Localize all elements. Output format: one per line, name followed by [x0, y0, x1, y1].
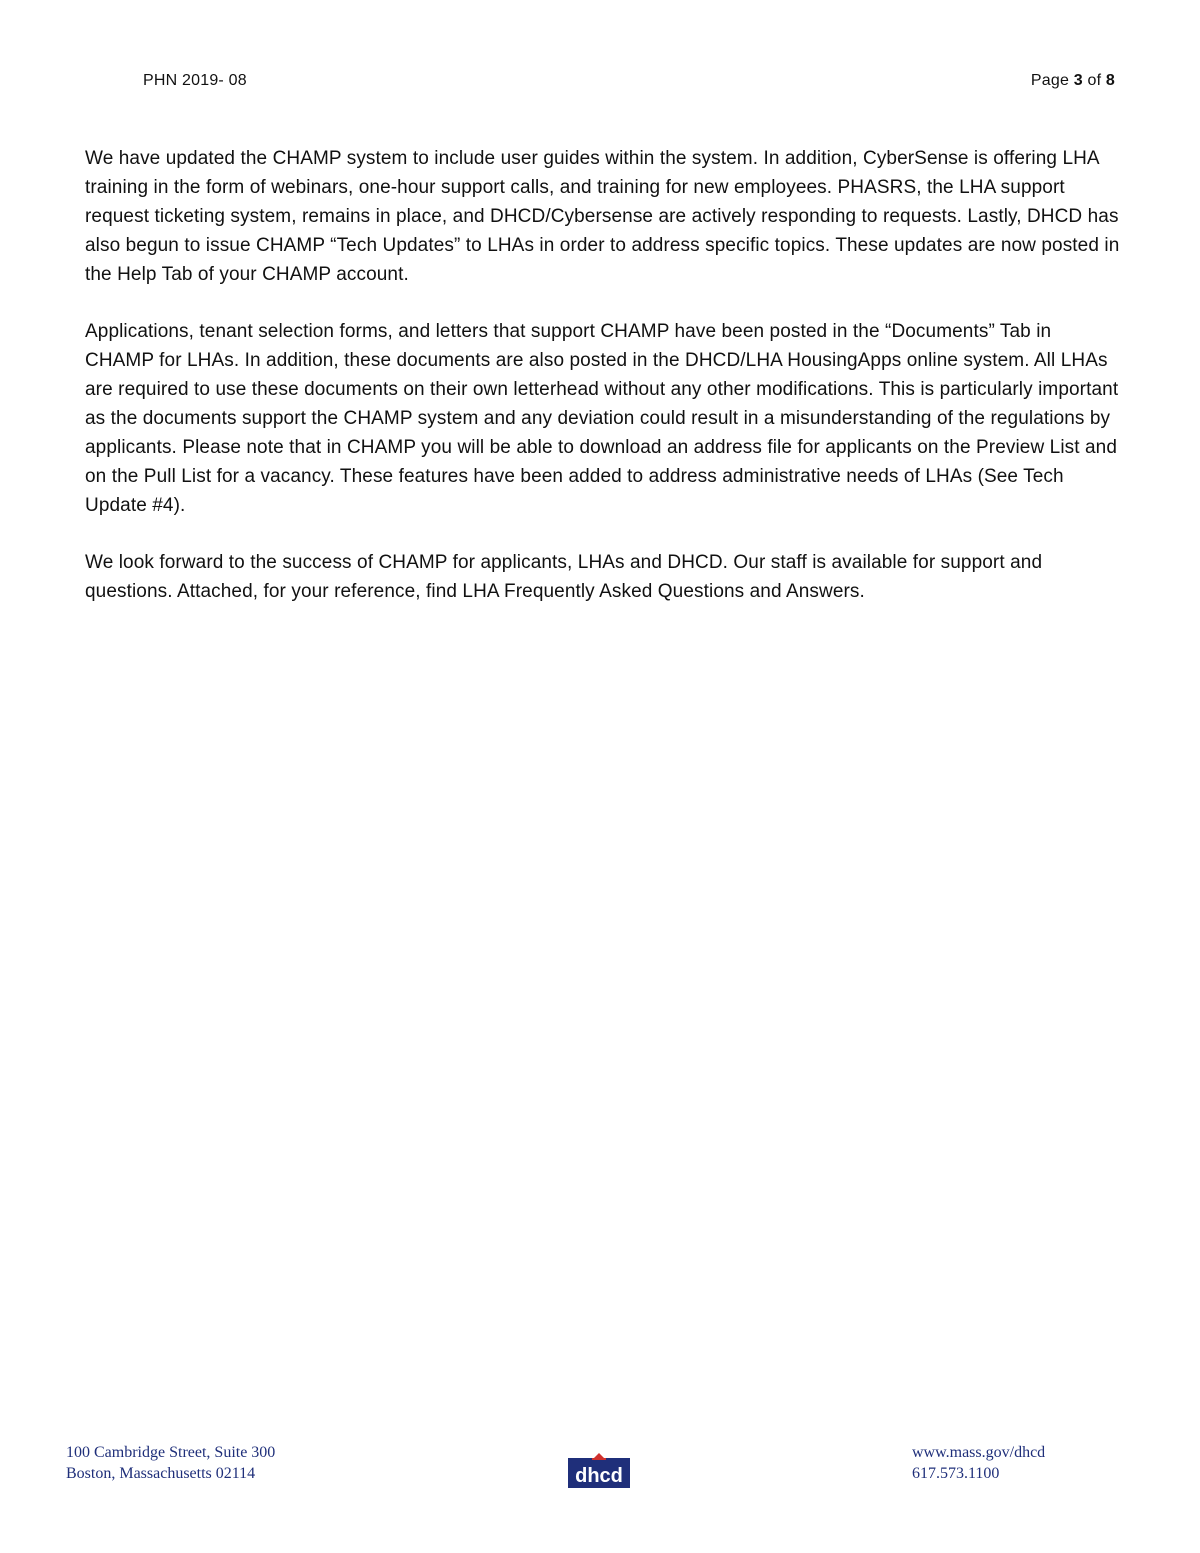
dhcd-logo-text: dhcd	[575, 1465, 623, 1487]
page-total: 8	[1105, 72, 1115, 89]
footer-address	[66, 1442, 275, 1484]
address-line-1: 100 Cambridge Street, Suite 300	[66, 1444, 276, 1461]
paragraph-3: We look forward to the success of CHAMP for applicants, LHAs and DHCD. Our staff is available for support and questions. Attached, for your reference, find LHA Frequently Asked Questions and Answers.	[85, 552, 1043, 602]
page-current: 3	[1073, 72, 1083, 89]
footer-contact	[912, 1442, 1045, 1484]
website-link[interactable]: www.mass.gov/dhcd	[912, 1444, 1046, 1461]
dhcd-logo	[568, 1452, 630, 1488]
document-body	[85, 144, 1120, 634]
document-id: PHN 2019- 08	[143, 72, 247, 89]
phone-number: 617.573.1100	[912, 1465, 1000, 1482]
paragraph-2: Applications, tenant selection forms, and letters that support CHAMP have been posted in the “Documents” Tab in CHAMP for LHAs. In addition, these documents are also posted in the DHCD/LHA HousingApps online system. All LHAs are required to use these documents on their own letterhead without any other modifications. This is particularly important as the documents support the CHAMP system and any deviation could result in a misunderstanding of the regulations by applicants. Please note that in CHAMP you will be able to download an address file for applicants on the Preview List and on the Pull List for a vacancy. These features have been added to address administrative needs of LHAs (See Tech Update #4).	[85, 321, 1119, 516]
page-of: of	[1087, 72, 1102, 89]
page-number	[1031, 72, 1115, 90]
paragraph-1: We have updated the CHAMP system to include user guides within the system. In addition, CyberSense is offering LHA training in the form of webinars, one-hour support calls, and training for new employees. PHASRS, the LHA support request ticketing system, remains in place, and DHCD/Cybersense are actively responding to requests. Lastly, DHCD has also begun to issue CHAMP “Tech Updates” to LHAs in order to address specific topics. These updates are now posted in the Help Tab of your CHAMP account.	[85, 148, 1120, 285]
address-line-2: Boston, Massachusetts 02114	[66, 1465, 256, 1482]
page-word: Page	[1030, 72, 1070, 89]
